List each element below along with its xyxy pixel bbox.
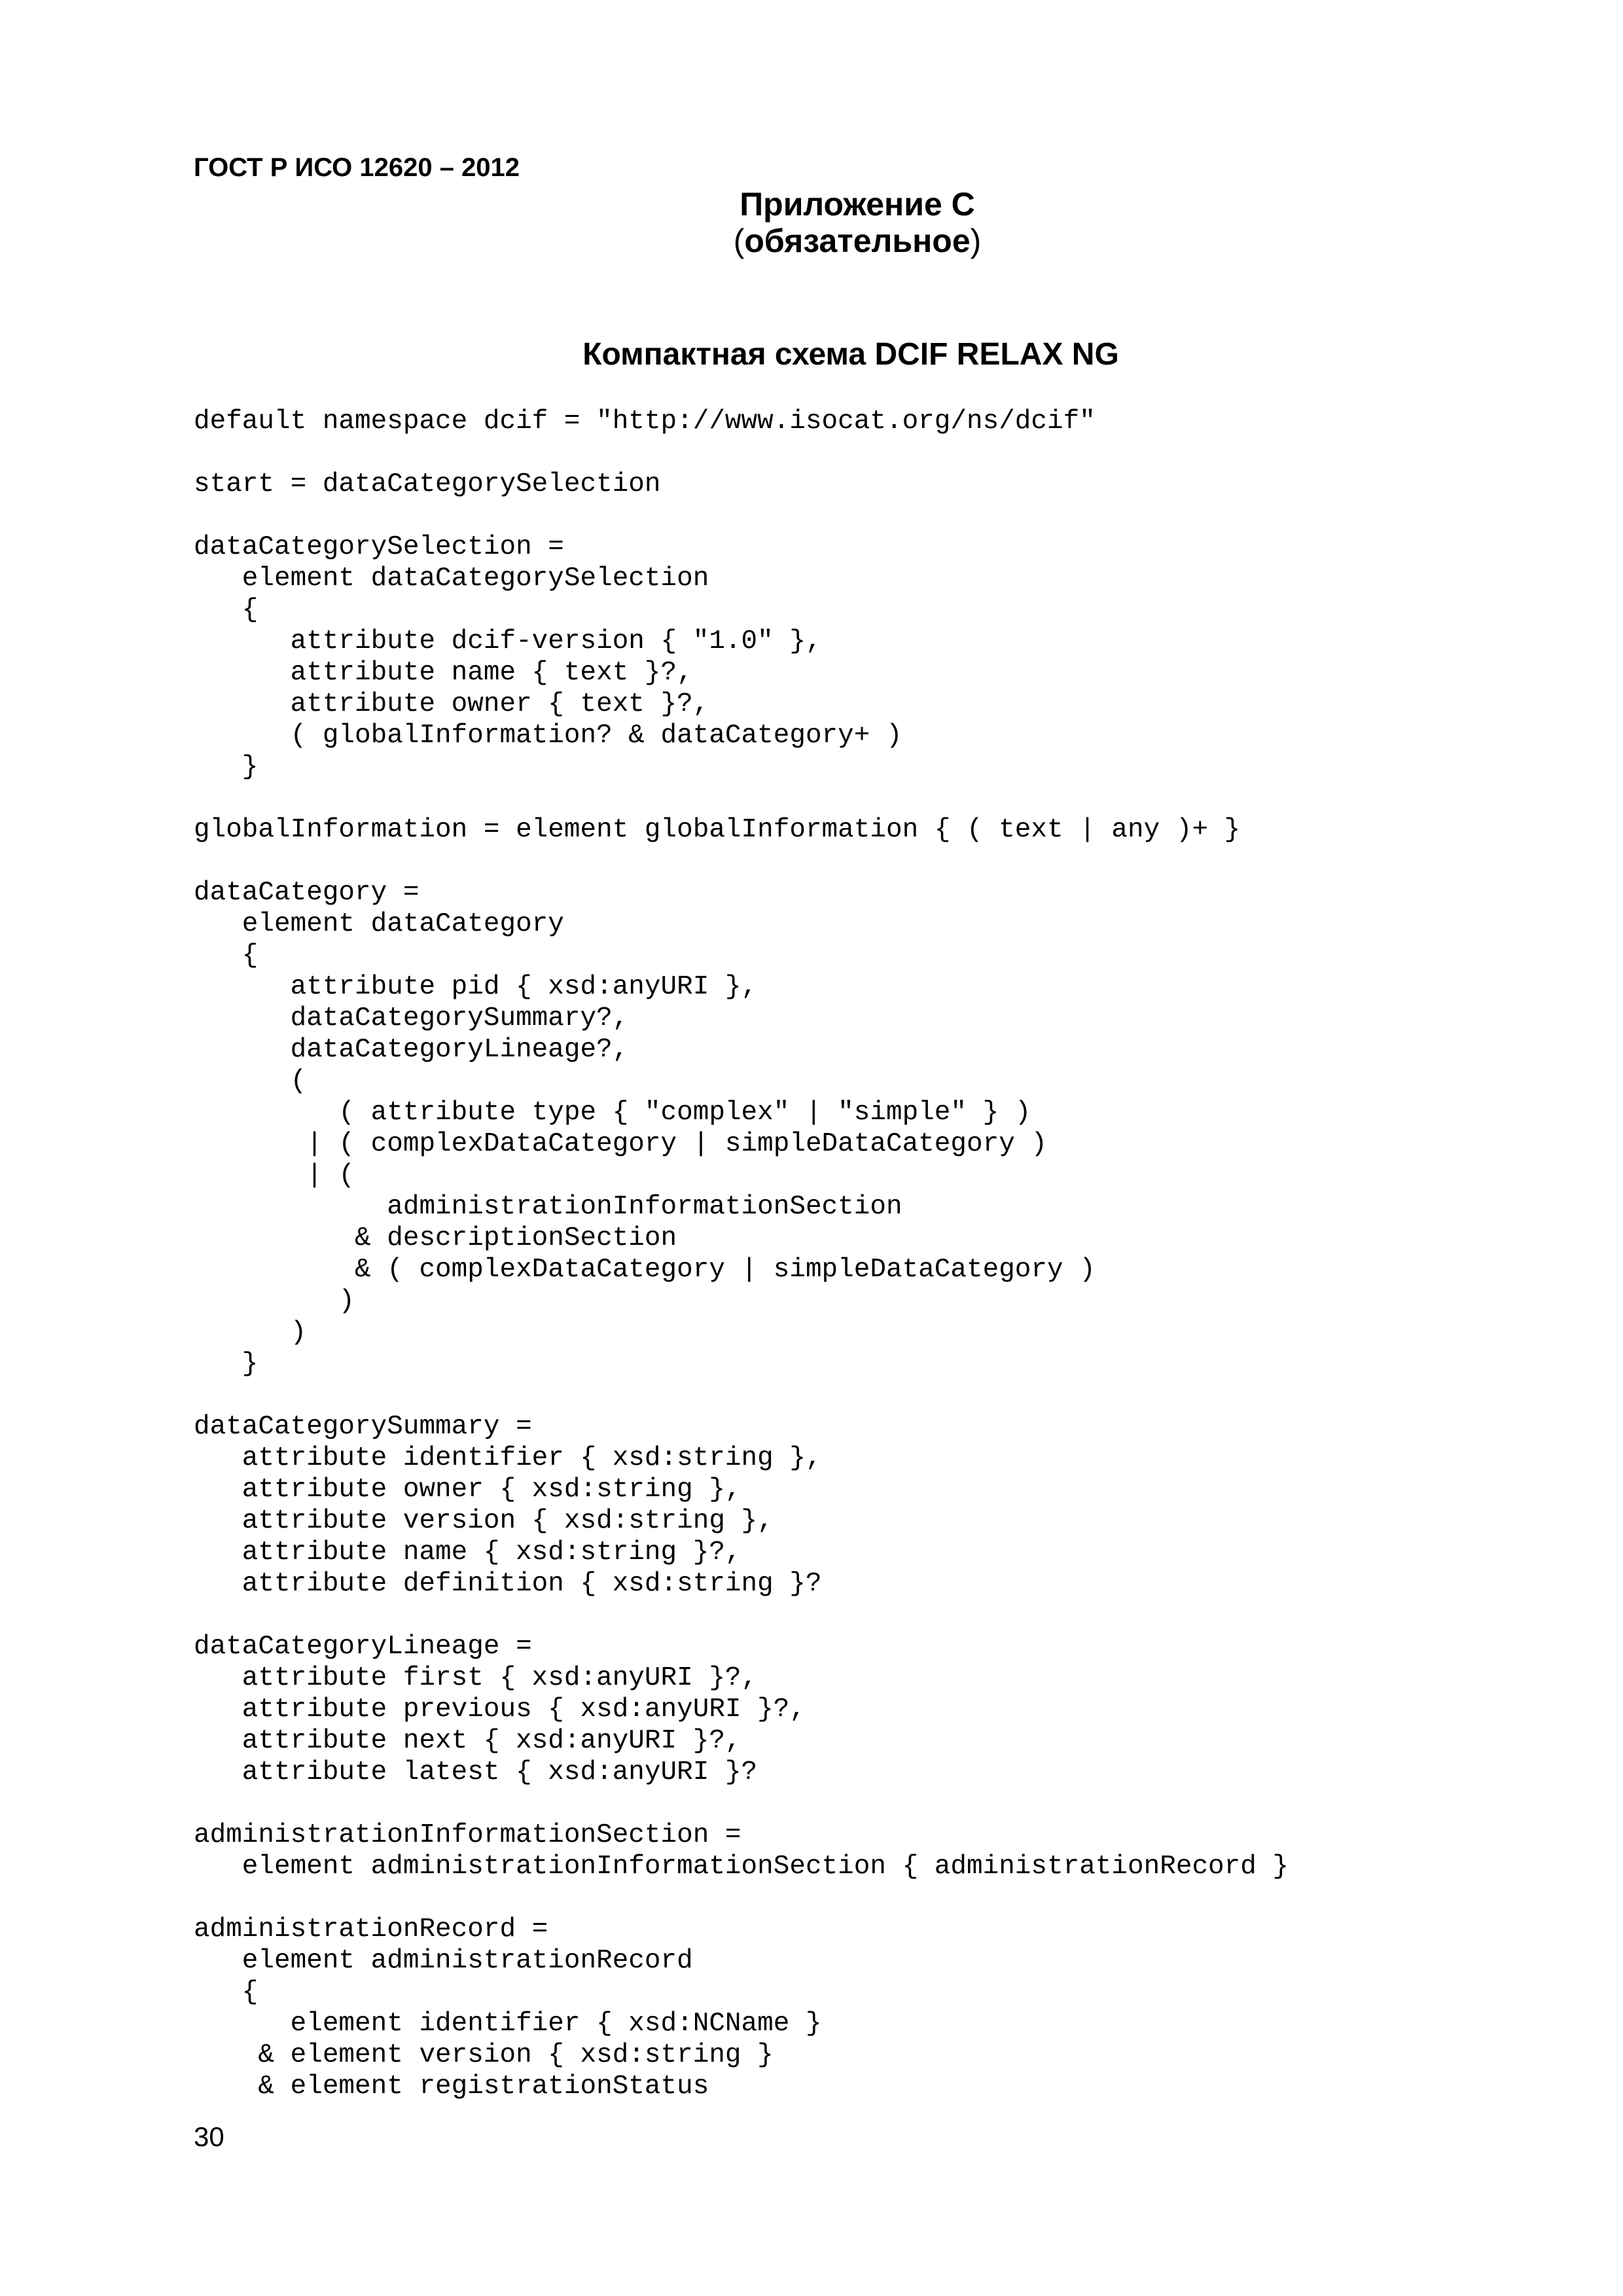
code-line — [194, 1380, 1503, 1411]
code-line: administrationRecord = — [194, 1914, 548, 1945]
code-line: } — [194, 1349, 259, 1379]
code-line: & element registrationStatus — [194, 2072, 709, 2102]
code-line: attribute name { text }?, — [194, 658, 693, 688]
code-line: | ( — [194, 1160, 355, 1191]
code-line: default namespace dcif = "http://www.isocat.org/ns/dcif" — [194, 406, 1096, 437]
code-line: globalInformation = element globalInformation { ( text | any )+ } — [194, 815, 1241, 845]
code-line: attribute dcif-version { "1.0" }, — [194, 626, 822, 656]
code-line: element administrationInformationSection { administrationRecord } — [194, 1852, 1289, 1882]
code-line — [194, 1788, 1503, 1820]
annex-status-close-paren: ) — [970, 223, 982, 259]
code-line: & descriptionSection — [194, 1223, 677, 1253]
code-line: { — [194, 1977, 259, 2007]
code-line: attribute owner { text }?, — [194, 689, 709, 719]
code-line: { — [194, 941, 259, 971]
annex-status — [0, 221, 1623, 260]
code-line: administrationInformationSection = — [194, 1820, 741, 1850]
code-line: attribute owner { xsd:string }, — [194, 1475, 741, 1505]
code-line: attribute previous { xsd:anyURI }?, — [194, 1695, 806, 1725]
code-line: & element version { xsd:string } — [194, 2040, 774, 2070]
code-line: ( attribute type { "complex" | "simple" } ) — [194, 1098, 1031, 1128]
code-line: { — [194, 595, 259, 625]
code-line: attribute definition { xsd:string }? — [194, 1569, 822, 1599]
code-line: dataCategorySummary = — [194, 1412, 532, 1442]
annex-title: Приложение С — [740, 186, 975, 223]
annex-status-word: обязательное — [744, 223, 971, 259]
code-line: element identifier { xsd:NCName } — [194, 2009, 822, 2039]
code-line — [194, 1882, 1503, 1914]
code-line: ) — [194, 1318, 307, 1348]
code-line: dataCategoryLineage = — [194, 1632, 532, 1662]
code-line: administrationInformationSection — [194, 1192, 902, 1222]
code-line: attribute identifier { xsd:string }, — [194, 1443, 822, 1473]
schema-code-block — [194, 406, 1503, 2102]
code-line: ( — [194, 1066, 307, 1096]
schema-section-title: Компактная схема DCIF RELAX NG — [582, 337, 1119, 372]
page-number: 30 — [194, 2121, 224, 2152]
code-line: ( globalInformation? & dataCategory+ ) — [194, 721, 902, 751]
code-line: dataCategoryLineage?, — [194, 1035, 629, 1065]
code-line: dataCategory = — [194, 878, 419, 908]
code-line: attribute name { xsd:string }?, — [194, 1537, 741, 1568]
code-line: attribute latest { xsd:anyURI }? — [194, 1757, 758, 1787]
code-line: element administrationRecord — [194, 1946, 693, 1976]
code-line: | ( complexDataCategory | simpleDataCategory ) — [194, 1129, 1048, 1159]
code-line: attribute version { xsd:string }, — [194, 1506, 774, 1536]
code-line — [194, 500, 1503, 531]
code-line: start = dataCategorySelection — [194, 469, 661, 499]
code-line: element dataCategorySelection — [194, 564, 709, 594]
code-line — [194, 1600, 1503, 1631]
code-line: element dataCategory — [194, 909, 564, 939]
code-line — [194, 437, 1503, 469]
code-line — [194, 783, 1503, 814]
code-line: & ( complexDataCategory | simpleDataCategory ) — [194, 1255, 1096, 1285]
code-line: attribute first { xsd:anyURI }?, — [194, 1663, 758, 1693]
code-line: dataCategorySummary?, — [194, 1003, 629, 1033]
code-line: ) — [194, 1286, 355, 1316]
code-line: attribute next { xsd:anyURI }?, — [194, 1726, 741, 1756]
code-line: attribute pid { xsd:anyURI }, — [194, 972, 758, 1002]
code-line: } — [194, 752, 259, 782]
annex-status-open-paren: ( — [733, 223, 745, 259]
code-line — [194, 846, 1503, 877]
standard-header: ГОСТ Р ИСО 12620 – 2012 — [194, 153, 520, 182]
code-line: dataCategorySelection = — [194, 532, 564, 562]
